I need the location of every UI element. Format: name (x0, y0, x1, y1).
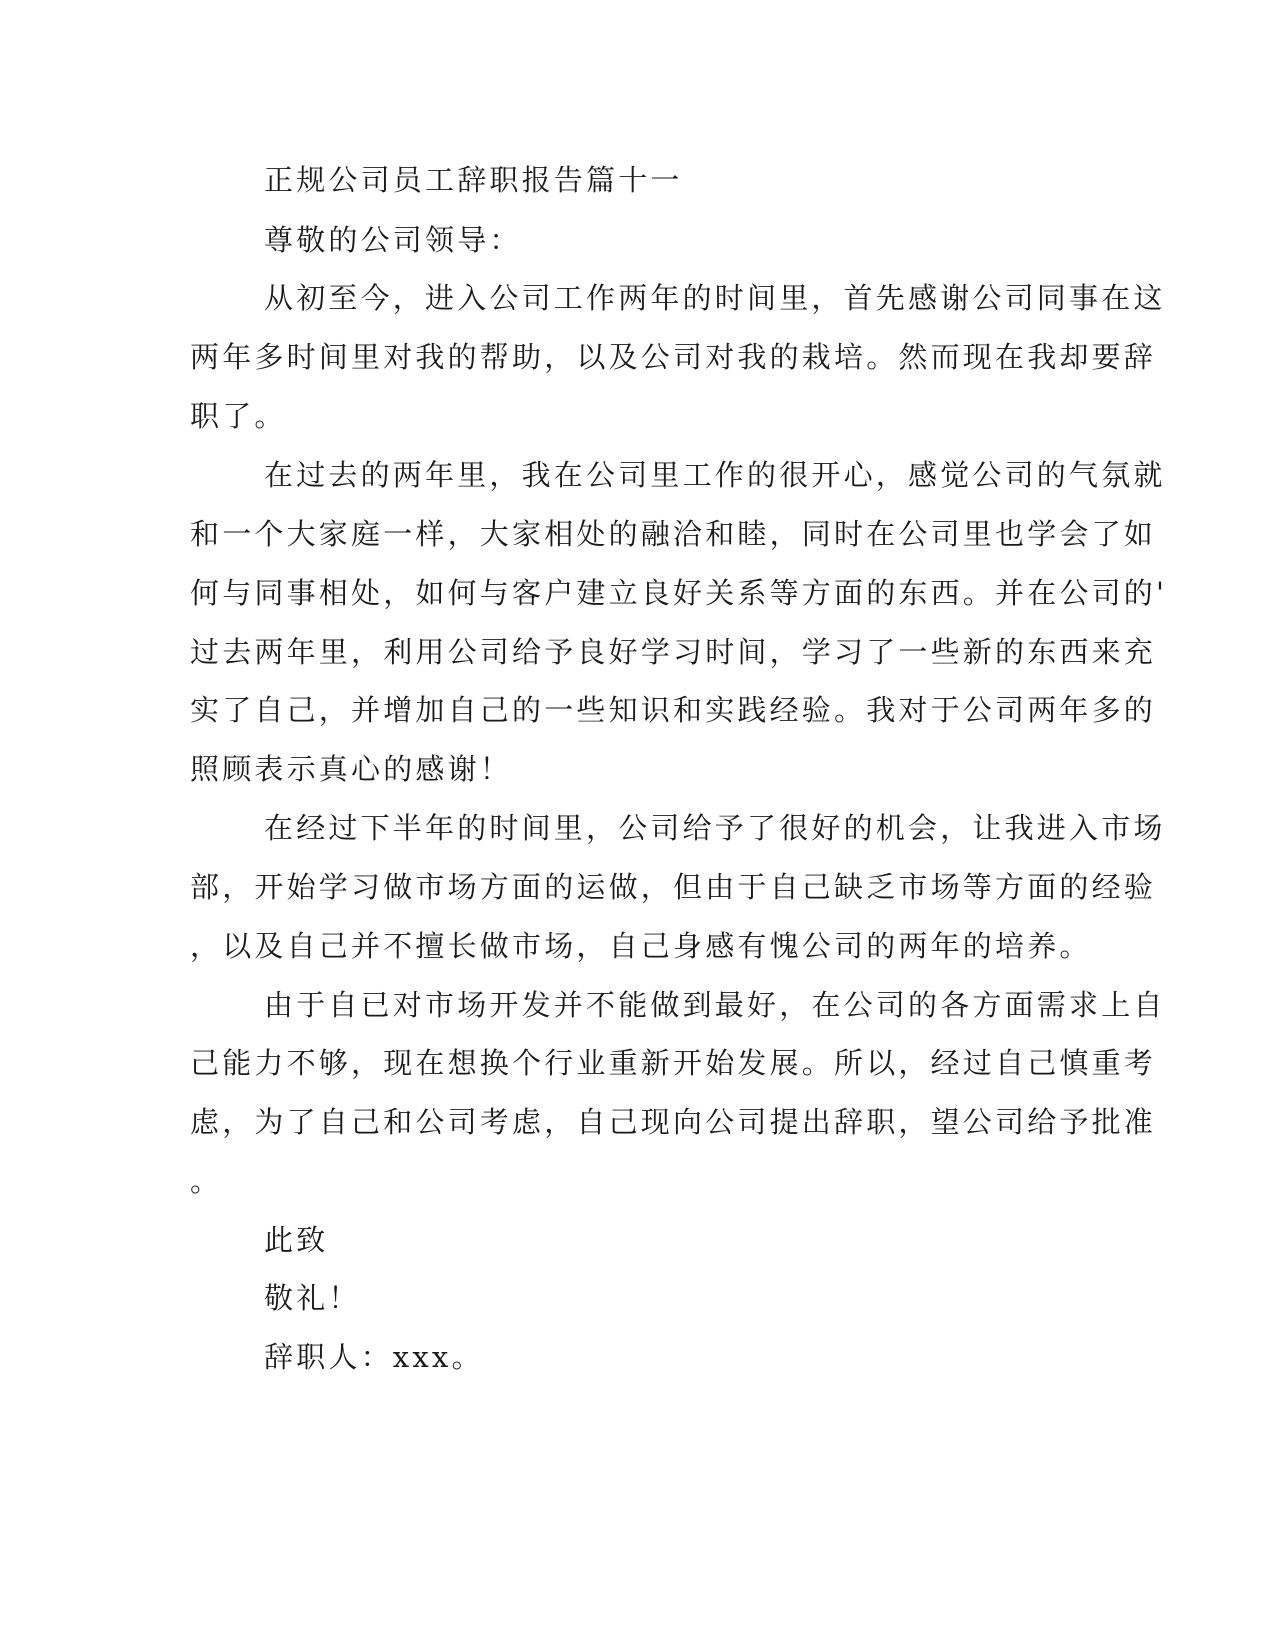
paragraph-4-line-3: 虑，为了自己和公司考虑，自己现向公司提出辞职，望公司给予批准 (190, 1105, 1157, 1139)
paragraph-4-line-2: 己能力不够，现在想换个行业重新开始发展。所以，经过自己慎重考 (190, 1046, 1157, 1080)
paragraph-2-line-3: 何与同事相处，如何与客户建立良好关系等方面的东西。并在公司的' (190, 576, 1168, 610)
paragraph-3-line-3: ，以及自己并不擅长做市场，自己身感有愧公司的两年的培养。 (190, 929, 1092, 963)
paragraph-3-line-2: 部，开始学习做市场方面的运做，但由于自己缺乏市场等方面的经验 (190, 870, 1157, 904)
paragraph-1-line-1: 从初至今，进入公司工作两年的时间里，首先感谢公司同事在这 (264, 281, 1166, 315)
paragraph-4-line-1: 由于自已对市场开发并不能做到最好，在公司的各方面需求上自 (264, 988, 1166, 1022)
paragraph-2-line-4: 过去两年里，利用公司给予良好学习时间，学习了一些新的东西来充 (190, 635, 1157, 669)
paragraph-1-line-3: 职了。 (190, 399, 287, 433)
paragraph-3-line-1: 在经过下半年的时间里，公司给予了很好的机会，让我进入市场 (264, 811, 1166, 845)
paragraph-4-line-4: 。 (190, 1164, 223, 1198)
closing-line-2: 敬礼！ (264, 1281, 361, 1315)
paragraph-2-line-2: 和一个大家庭一样，大家相处的融洽和睦，同时在公司里也学会了如 (190, 517, 1157, 551)
salutation: 尊敬的公司领导： (264, 223, 522, 257)
document-title: 正规公司员工辞职报告篇十一 (264, 163, 683, 197)
paragraph-2-line-5: 实了自己，并增加自己的一些知识和实践经验。我对于公司两年多的 (190, 693, 1157, 727)
signature: 辞职人：xxx。 (264, 1340, 484, 1374)
paragraph-2-line-6: 照顾表示真心的感谢！ (190, 752, 513, 786)
paragraph-1-line-2: 两年多时间里对我的帮助，以及公司对我的栽培。然而现在我却要辞 (190, 340, 1157, 374)
closing-line-1: 此致 (264, 1223, 329, 1257)
paragraph-2-line-1: 在过去的两年里，我在公司里工作的很开心，感觉公司的气氛就 (264, 458, 1166, 492)
